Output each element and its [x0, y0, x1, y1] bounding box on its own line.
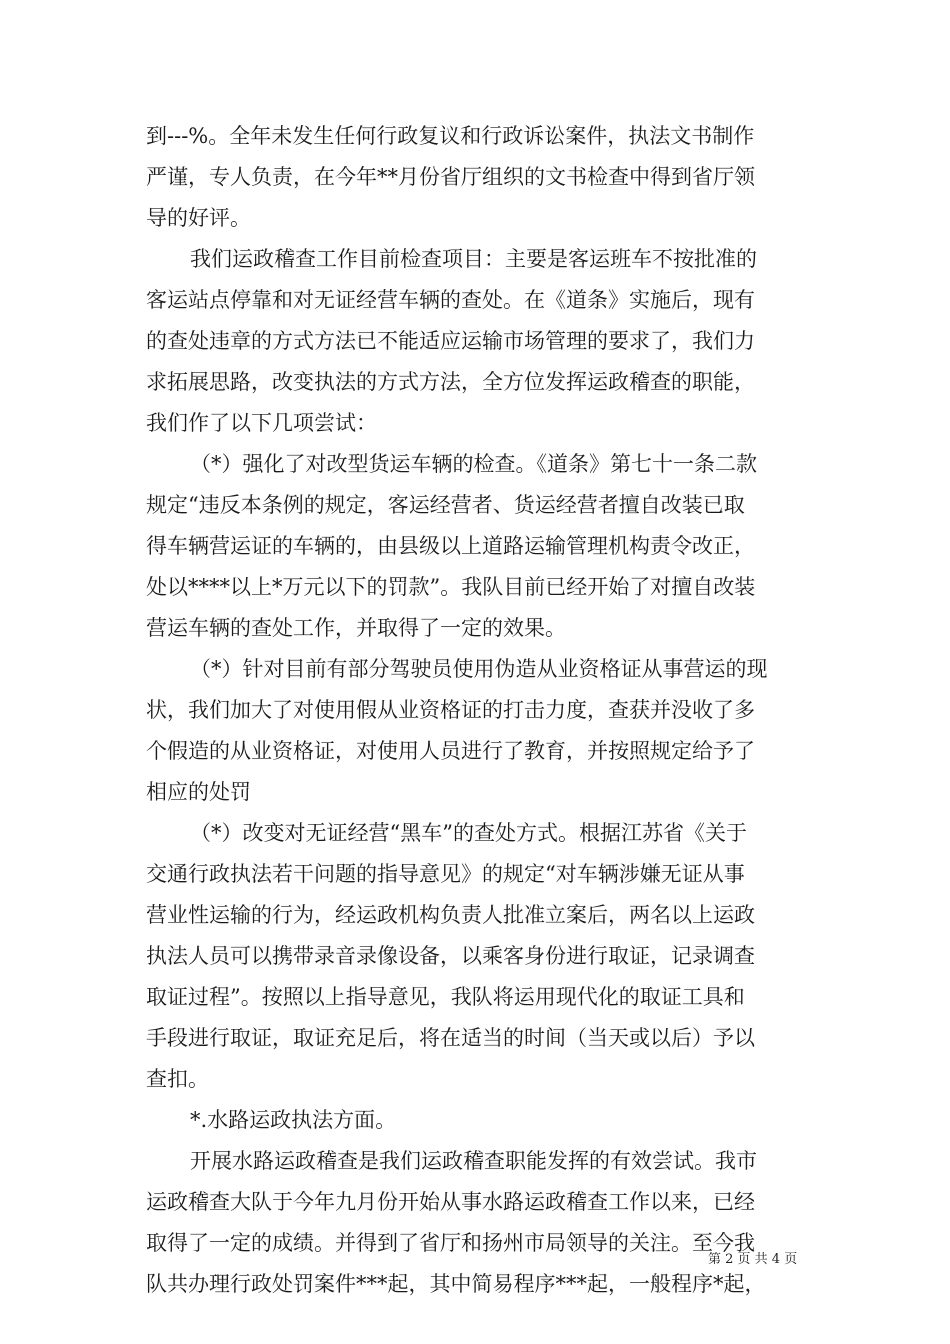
text-line: 客运站点停靠和对无证经营车辆的查处。在《道条》实施后，现有: [146, 288, 755, 312]
text-line: 相应的处罚: [146, 780, 251, 804]
text-line: 的查处违章的方式方法已不能适应运输市场管理的要求了，我们力: [146, 329, 755, 353]
text-line: 交通行政执法若干问题的指导意见》的规定“对车辆涉嫌无证从事: [146, 862, 745, 886]
document-body: [146, 116, 806, 1305]
text-line: 营运车辆的查处工作，并取得了一定的效果。: [146, 616, 566, 640]
text-line: 我们运政稽查工作目前检查项目：主要是客运班车不按批准的: [190, 247, 757, 271]
text-line: 到---%。全年未发生任何行政复议和行政诉讼案件，执法文书制作: [146, 124, 755, 148]
text-line: 状，我们加大了对使用假从业资格证的打击力度，查获并没收了多: [146, 698, 755, 722]
text-line: （*）强化了对改型货运车辆的检查。《道条》第七十一条二款: [190, 452, 757, 476]
text-line: 我们作了以下几项尝试：: [146, 411, 377, 435]
text-line: 查扣。: [146, 1067, 209, 1091]
text-line: 取证过程”。按照以上指导意见，我队将运用现代化的取证工具和: [146, 985, 745, 1009]
page-number: 第 2 页 共 4 页: [708, 1252, 798, 1267]
text-line: （*）改变对无证经营“黑车”的查处方式。根据江苏省《关于: [190, 821, 747, 845]
text-line: 开展水路运政稽查是我们运政稽查职能发挥的有效尝试。我市: [190, 1149, 757, 1173]
text-line: （*）针对目前有部分驾驶员使用伪造从业资格证从事营运的现: [190, 657, 768, 681]
text-line: 导的好评。: [146, 206, 251, 230]
text-line: 执法人员可以携带录音录像设备，以乘客身份进行取证，记录调查: [146, 944, 755, 968]
text-line: 取得了一定的成绩。并得到了省厅和扬州市局领导的关注。至今我: [146, 1231, 755, 1255]
text-line: 手段进行取证，取证充足后，将在适当的时间（当天或以后）予以: [146, 1026, 755, 1050]
text-line: *.水路运政执法方面。: [190, 1108, 397, 1132]
body-text: [146, 116, 806, 1305]
text-line: 运政稽查大队于今年九月份开始从事水路运政稽查工作以来，已经: [146, 1190, 755, 1214]
text-line: 营业性运输的行为，经运政机构负责人批准立案后，两名以上运政: [146, 903, 755, 927]
text-line: 个假造的从业资格证，对使用人员进行了教育，并按照规定给予了: [146, 739, 755, 763]
text-line: 求拓展思路，改变执法的方式方法，全方位发挥运政稽查的职能，: [146, 370, 755, 394]
text-line: 队共办理行政处罚案件***起，其中简易程序***起，一般程序*起，: [146, 1272, 766, 1296]
text-line: 严谨，专人负责，在今年**月份省厅组织的文书检查中得到省厅领: [146, 165, 755, 189]
text-line: 处以****以上*万元以下的罚款”。我队目前已经开始了对擅自改装: [146, 575, 756, 599]
text-line: 规定“违反本条例的规定，客运经营者、货运经营者擅自改装已取: [146, 493, 745, 517]
text-line: 得车辆营运证的车辆的，由县级以上道路运输管理机构责令改正，: [146, 534, 755, 558]
